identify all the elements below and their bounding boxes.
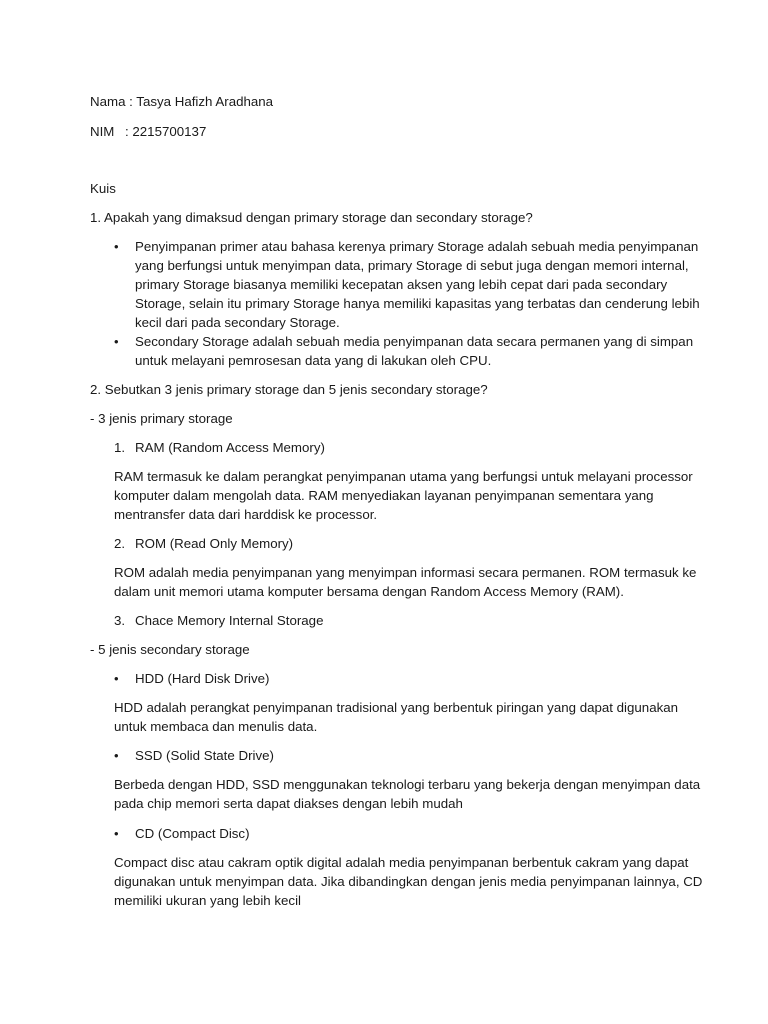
bullet-icon: • <box>114 748 119 763</box>
primary-item-desc: mentransfer data dari harddisk ke processor. <box>114 507 378 522</box>
primary-item-desc: RAM termasuk ke dalam perangkat penyimpanan utama yang berfungsi untuk melayani processor <box>114 469 693 484</box>
student-nim-value: : 2215700137 <box>125 124 207 139</box>
primary-item-desc: dalam unit memori utama komputer bersama dengan Random Access Memory (RAM). <box>114 584 624 599</box>
bullet-icon: • <box>114 826 119 841</box>
answer-1-line: Penyimpanan primer atau bahasa kerenya primary Storage adalah sebuah media penyimpanan <box>135 239 699 254</box>
primary-storage-heading: - 3 jenis primary storage <box>90 411 233 426</box>
secondary-item-desc: memiliki ukuran yang lebih kecil <box>114 893 301 908</box>
question-1: 1. Apakah yang dimaksud dengan primary storage dan secondary storage? <box>90 210 533 225</box>
secondary-item-desc: pada chip memori serta dapat diakses dengan lebih mudah <box>114 796 463 811</box>
answer-1-line: Storage, selain itu primary Storage hanya memiliki kapasitas yang terbatas dan cenderung lebih <box>135 296 700 311</box>
quiz-title: Kuis <box>90 181 116 196</box>
secondary-storage-heading: - 5 jenis secondary storage <box>90 642 250 657</box>
bullet-icon: • <box>114 334 119 349</box>
secondary-item-desc: digunakan untuk menyimpan data. Jika dibandingkan dengan jenis media penyimpanan lainnya, CD <box>114 874 703 889</box>
bullet-icon: • <box>114 239 119 254</box>
answer-1-line: yang berfungsi untuk menyimpan data, primary Storage di sebut juga dengan memori internal, <box>135 258 689 273</box>
primary-item-title: RAM (Random Access Memory) <box>135 440 325 455</box>
secondary-item-desc: Berbeda dengan HDD, SSD menggunakan teknologi terbaru yang bekerja dengan menyimpan data <box>114 777 701 792</box>
secondary-item-title: SSD (Solid State Drive) <box>135 748 274 763</box>
student-name: Nama : Tasya Hafizh Aradhana <box>90 94 274 109</box>
secondary-item-desc: HDD adalah perangkat penyimpanan tradisional yang berbentuk piringan yang dapat digunakan <box>114 700 679 715</box>
primary-item-title: ROM (Read Only Memory) <box>135 536 294 551</box>
secondary-item-title: HDD (Hard Disk Drive) <box>135 671 270 686</box>
student-nim-label: NIM <box>90 124 115 139</box>
list-number: 3. <box>114 613 126 628</box>
bullet-icon: • <box>114 671 119 686</box>
answer-2-line: Secondary Storage adalah sebuah media penyimpanan data secara permanen yang di simpan <box>135 334 694 349</box>
secondary-item-desc: untuk membaca dan menulis data. <box>114 719 318 734</box>
secondary-item-desc: Compact disc atau cakram optik digital adalah media penyimpanan berbentuk cakram yang dapat <box>114 855 689 870</box>
list-number: 2. <box>114 536 126 551</box>
question-2: 2. Sebutkan 3 jenis primary storage dan 5 jenis secondary storage? <box>90 382 488 397</box>
primary-item-title: Chace Memory Internal Storage <box>135 613 324 628</box>
list-number: 1. <box>114 440 126 455</box>
answer-1-line: primary Storage biasanya memiliki kecepatan aksen yang lebih cepat dari pada secondary <box>135 277 668 292</box>
answer-2-line: untuk melayani pemrosesan data yang di lakukan oleh CPU. <box>135 353 492 368</box>
primary-item-desc: komputer dalam mengolah data. RAM menyediakan layanan penyimpanan sementara yang <box>114 488 654 503</box>
secondary-item-title: CD (Compact Disc) <box>135 826 250 841</box>
answer-1-line: kecil dari pada secondary Storage. <box>135 315 340 330</box>
primary-item-desc: ROM adalah media penyimpanan yang menyimpan informasi secara permanen. ROM termasuk ke <box>114 565 697 580</box>
